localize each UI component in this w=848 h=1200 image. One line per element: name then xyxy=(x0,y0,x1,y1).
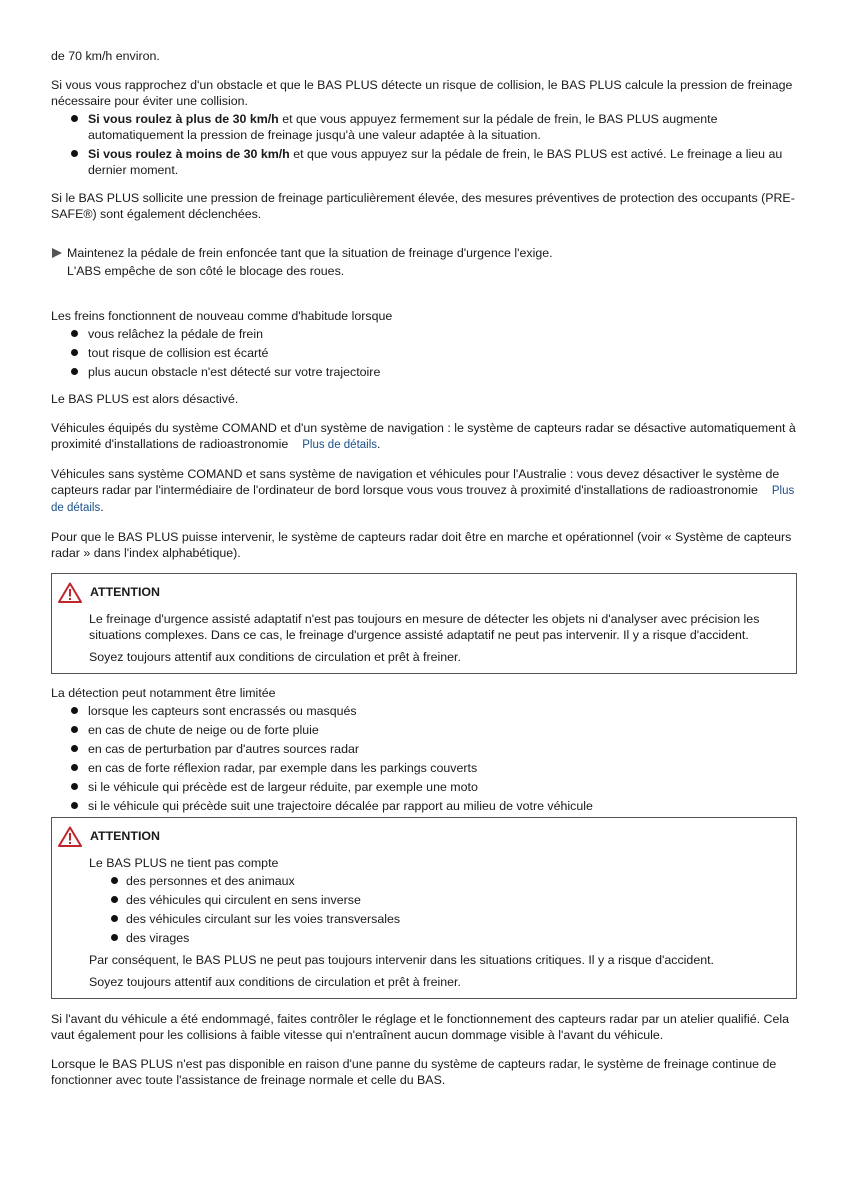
warning-title: ATTENTION xyxy=(90,585,160,599)
paragraph-no-comand: Véhicules sans système COMAND et sans système de navigation et véhicules pour l'Australie : vous devez désactiver le système de capteurs radar par l'intermédiaire de l'ordinateur de bord lorsque vous vous trouvez à proximité d'installations de radioastronomie Plus de détails. xyxy=(51,467,795,514)
list-item xyxy=(51,779,797,795)
list-item xyxy=(51,364,797,380)
warning-text: Le BAS PLUS ne tient pas compte xyxy=(89,856,279,870)
list-item xyxy=(89,911,782,927)
list-item-text: des virages xyxy=(126,931,190,945)
list-item-text: et que vous appuyez fermement sur la pédale de frein, le BAS PLUS augmente automatiquement la pression de freinage jusqu'à une valeur adaptée à la situation. xyxy=(88,112,718,142)
paragraph-no-comand-text: Véhicules sans système COMAND et sans système de navigation et véhicules pour l'Australie : vous devez désactiver le système de capteurs radar par l'intermédiaire de l'ordinateur de bord lorsque vous vous trouvez à proximité d'installations de radioastronomie xyxy=(51,467,780,497)
list-item xyxy=(51,760,797,776)
list-item xyxy=(51,326,797,342)
list-item xyxy=(51,741,797,757)
list-item xyxy=(51,722,797,738)
list-item xyxy=(89,930,782,946)
list-item-text: lorsque les capteurs sont encrassés ou masqués xyxy=(88,704,357,718)
list-item xyxy=(51,798,797,814)
bullet-icon xyxy=(71,783,78,790)
paragraph-collision: Si vous vous rapprochez d'un obstacle et que le BAS PLUS détecte un risque de collision, le BAS PLUS calcule la pression de freinage nécessaire pour éviter une collision. xyxy=(51,78,793,108)
list-item-text: en cas de perturbation par d'autres sources radar xyxy=(88,742,359,756)
warning-title: ATTENTION xyxy=(90,829,160,843)
warning-box-1 xyxy=(51,573,797,674)
list-item-text: en cas de chute de neige ou de forte pluie xyxy=(88,723,319,737)
list-item xyxy=(89,873,782,889)
paragraph-detection-limited: La détection peut notamment être limitée xyxy=(51,686,276,700)
paragraph-radar-failure: Lorsque le BAS PLUS n'est pas disponible en raison d'une panne du système de capteurs radar, le système de freinage continue de fonctionner avec toute l'assistance de freinage normale et celle du BAS. xyxy=(51,1057,777,1087)
list-item-text: si le véhicule qui précède suit une trajectoire décalée par rapport au milieu de votre véhicule xyxy=(88,799,593,813)
list-item xyxy=(51,111,797,143)
instruction-text: Maintenez la pédale de frein enfoncée tant que la situation de freinage d'urgence l'exige. xyxy=(67,246,553,260)
warning-list xyxy=(89,873,782,946)
list-item-bold: Si vous roulez à moins de 30 km/h xyxy=(88,147,290,161)
instruction-step xyxy=(51,245,797,279)
bullet-icon xyxy=(71,368,78,375)
paragraph-presafe: Si le BAS PLUS sollicite une pression de freinage particulièrement élevée, des mesures préventives de protection des occupants (PRE-SAFE®) sont également déclenchées. xyxy=(51,191,795,221)
paragraph-radar-required: Pour que le BAS PLUS puisse intervenir, le système de capteurs radar doit être en marche et opérationnel (voir « Système de capteurs radar » dans l'index alphabétique). xyxy=(51,530,792,560)
list-item-text: en cas de forte réflexion radar, par exemple dans les parkings couverts xyxy=(88,761,478,775)
warning-text: Soyez toujours attentif aux conditions de circulation et prêt à freiner. xyxy=(89,650,461,664)
list-item-text: vous relâchez la pédale de frein xyxy=(88,327,263,341)
list-item-text: et que vous appuyez sur la pédale de frein, le BAS PLUS est activé. Le freinage a lieu au dernier moment. xyxy=(88,147,783,177)
document-page xyxy=(51,48,797,1088)
instruction-note: L'ABS empêche de son côté le blocage des roues. xyxy=(67,264,345,278)
bullet-icon xyxy=(71,802,78,809)
warning-box-2 xyxy=(51,817,797,999)
bullet-icon xyxy=(111,934,118,941)
more-details-link[interactable]: Plus de détails xyxy=(302,439,378,451)
bullet-icon xyxy=(71,764,78,771)
bullet-icon xyxy=(71,707,78,714)
list-item-text: des véhicules circulant sur les voies transversales xyxy=(126,912,401,926)
speed-list xyxy=(51,111,797,178)
paragraph-brakes-normal: Les freins fonctionnent de nouveau comme d'habitude lorsque xyxy=(51,309,393,323)
release-list xyxy=(51,326,797,380)
paragraph-comand-text: Véhicules équipés du système COMAND et d'un système de navigation : le système de capteurs radar se désactive automatiquement à proximité d'installations de radioastronomie xyxy=(51,421,796,451)
paragraph-damage: Si l'avant du véhicule a été endommagé, faites contrôler le réglage et le fonctionnement des capteurs radar par un atelier qualifié. Cela vaut également pour les collisions à faible vitesse qui n'entraînent aucun dommage visible à l'avant du véhicule. xyxy=(51,1012,789,1042)
bullet-icon xyxy=(71,115,78,122)
warning-triangle-icon xyxy=(58,826,82,847)
intro-line: de 70 km/h environ. xyxy=(51,49,160,63)
step-arrow-icon xyxy=(52,248,62,258)
list-item xyxy=(51,703,797,719)
list-item-text: si le véhicule qui précède est de largeur réduite, par exemple une moto xyxy=(88,780,478,794)
bullet-icon xyxy=(71,150,78,157)
paragraph-deactivated: Le BAS PLUS est alors désactivé. xyxy=(51,392,239,406)
bullet-icon xyxy=(111,915,118,922)
list-item-text: des personnes et des animaux xyxy=(126,874,295,888)
list-item-text: des véhicules qui circulent en sens inverse xyxy=(126,893,361,907)
list-item xyxy=(51,146,797,178)
warning-header xyxy=(52,583,782,605)
warning-header xyxy=(52,827,782,849)
bullet-icon xyxy=(71,330,78,337)
warning-triangle-icon xyxy=(58,582,82,603)
bullet-icon xyxy=(71,726,78,733)
warning-text: Soyez toujours attentif aux conditions de circulation et prêt à freiner. xyxy=(89,975,461,989)
list-item xyxy=(89,892,782,908)
more-details-link[interactable]: Plus de détails xyxy=(51,485,795,514)
list-item xyxy=(51,345,797,361)
list-item-text: plus aucun obstacle n'est détecté sur votre trajectoire xyxy=(88,365,381,379)
paragraph-comand: Véhicules équipés du système COMAND et d'un système de navigation : le système de capteurs radar se désactive automatiquement à proximité d'installations de radioastronomie Plus de détails. xyxy=(51,421,796,451)
list-item-text: tout risque de collision est écarté xyxy=(88,346,269,360)
bullet-icon xyxy=(111,896,118,903)
bullet-icon xyxy=(111,877,118,884)
bullet-icon xyxy=(71,745,78,752)
limit-list xyxy=(51,703,797,814)
bullet-icon xyxy=(71,349,78,356)
list-item-bold: Si vous roulez à plus de 30 km/h xyxy=(88,112,279,126)
warning-text: Le freinage d'urgence assisté adaptatif n'est pas toujours en mesure de détecter les objets ni d'analyser avec précision les situations complexes. Dans ce cas, le freinage d'urgence assisté adaptatif ne peut pas intervenir. Il y a risque d'accident. xyxy=(89,612,760,642)
warning-text: Par conséquent, le BAS PLUS ne peut pas toujours intervenir dans les situations critiques. Il y a risque d'accident. xyxy=(89,953,714,967)
